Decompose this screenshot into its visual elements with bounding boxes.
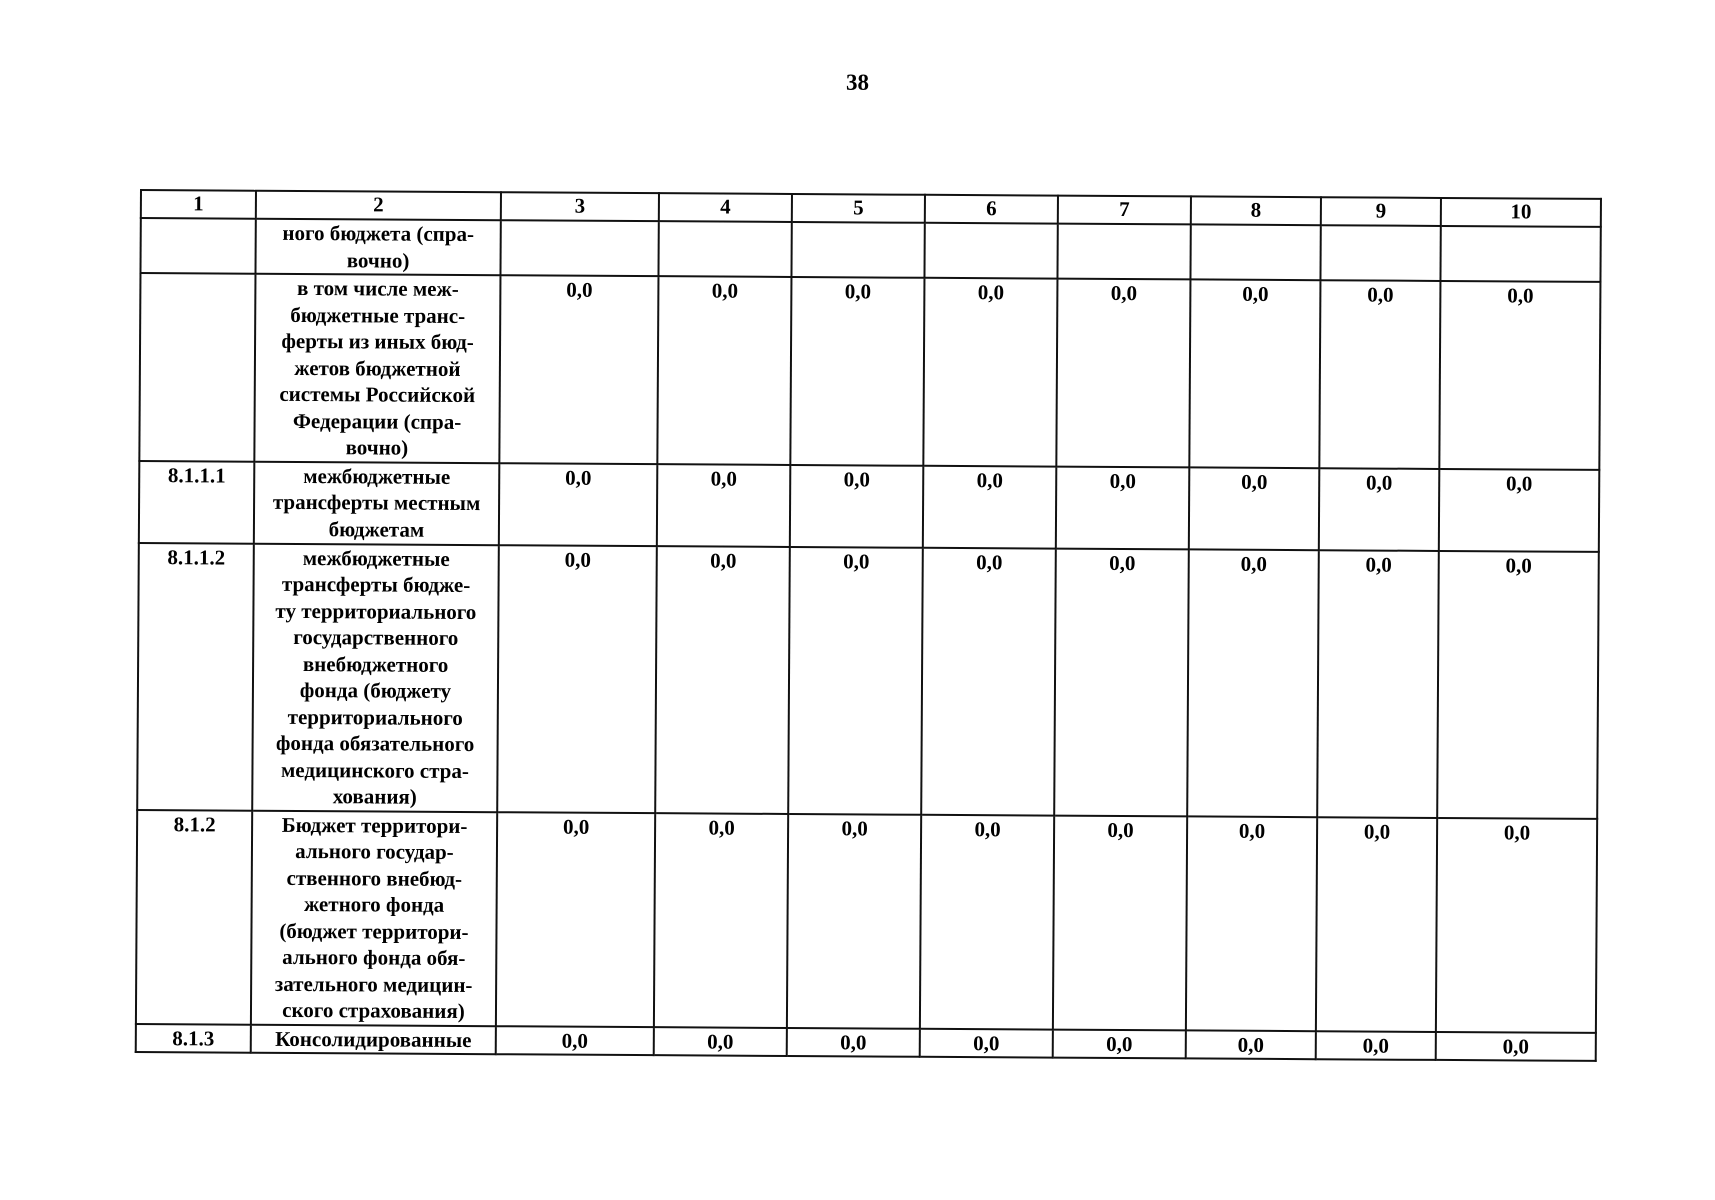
value-cell-col-5: 0,0	[787, 813, 921, 1028]
row-name-line: ского страхования)	[282, 997, 465, 1023]
header-cell: 10	[1441, 198, 1601, 227]
value-cell-col-8: 0,0	[1186, 816, 1317, 1031]
row-name-cell	[254, 461, 499, 544]
value-cell-col-10	[1440, 226, 1600, 282]
table-row	[139, 273, 1600, 469]
value-cell-col-9: 0,0	[1317, 550, 1439, 818]
row-name-line: трансферты бюдже-	[281, 571, 471, 598]
row-name-line: ального фонда обя-	[282, 944, 466, 971]
value-cell-col-8: 0,0	[1187, 549, 1319, 817]
value-cell-col-7: 0,0	[1056, 279, 1190, 467]
row-name-cell	[251, 1024, 496, 1054]
row-name-line: Бюджет территори-	[281, 812, 468, 838]
value-cell-col-7: 0,0	[1056, 466, 1189, 549]
row-name-line: вочно)	[346, 247, 410, 273]
value-cell-col-3: 0,0	[497, 545, 657, 813]
row-number-cell: 8.1.1.1	[139, 461, 254, 544]
row-number-cell	[139, 273, 255, 461]
value-cell-col-9: 0,0	[1316, 1031, 1436, 1060]
row-name-line: жетов бюджетной	[294, 355, 461, 381]
value-cell-col-10: 0,0	[1437, 550, 1599, 818]
budget-table-container	[135, 189, 1600, 1062]
table-row	[136, 809, 1597, 1032]
row-name-line: системы Российской	[279, 381, 476, 408]
value-cell-col-3: 0,0	[499, 275, 658, 463]
value-cell-col-6: 0,0	[923, 465, 1056, 548]
row-name-line: Федерации (спра-	[292, 408, 462, 434]
value-cell-col-6: 0,0	[921, 547, 1056, 815]
value-cell-col-3: 0,0	[499, 463, 657, 546]
row-name-cell	[252, 543, 499, 811]
value-cell-col-3: 0,0	[496, 1026, 654, 1055]
header-cell: 9	[1321, 197, 1441, 226]
row-name-line: ту территориального	[275, 598, 477, 624]
row-name-line: бюджетные транс-	[290, 302, 466, 328]
row-name-line: ного бюджета (спра-	[282, 220, 475, 247]
value-cell-col-10: 0,0	[1439, 281, 1600, 469]
value-cell-col-7	[1057, 224, 1190, 280]
row-name-line: ального государ-	[295, 838, 454, 864]
value-cell-col-4: 0,0	[655, 546, 790, 814]
row-name-line: фонда (бюджету	[299, 677, 452, 703]
page-number: 38	[846, 70, 869, 95]
row-name-line: межбюджетные	[303, 463, 451, 489]
row-name-cell	[255, 219, 500, 275]
row-name-line: хования)	[332, 784, 417, 809]
row-name-line: вочно)	[345, 435, 409, 460]
header-cell: 8	[1191, 196, 1321, 225]
table-row	[140, 218, 1600, 282]
row-name-line: Консолидированные	[275, 1026, 472, 1052]
value-cell-col-7: 0,0	[1054, 548, 1189, 816]
budget-table	[135, 189, 1602, 1062]
value-cell-col-3: 0,0	[496, 812, 655, 1027]
value-cell-col-8: 0,0	[1189, 467, 1319, 550]
value-cell-col-4: 0,0	[654, 1027, 787, 1056]
value-cell-col-9	[1320, 225, 1440, 281]
table-row	[137, 542, 1599, 818]
row-name-cell	[254, 274, 500, 463]
row-name-line: медицинского стра-	[280, 757, 469, 783]
row-name-line: фонда обязательного	[275, 730, 475, 757]
header-cell: 6	[925, 195, 1058, 224]
header-cell: 1	[141, 190, 256, 219]
value-cell-col-5: 0,0	[788, 546, 923, 814]
value-cell-col-6	[924, 223, 1057, 279]
header-cell: 3	[501, 192, 659, 221]
row-number-cell	[140, 218, 255, 274]
value-cell-col-6: 0,0	[923, 278, 1057, 466]
value-cell-col-4: 0,0	[657, 464, 790, 547]
row-name-line: государственного	[293, 624, 459, 650]
value-cell-col-9: 0,0	[1316, 817, 1437, 1032]
value-cell-col-4: 0,0	[654, 813, 788, 1028]
row-name-line: ственного внебюд-	[286, 865, 463, 891]
header-cell: 2	[256, 191, 501, 220]
row-name-cell	[251, 810, 497, 1025]
value-cell-col-10: 0,0	[1439, 468, 1599, 551]
value-cell-col-5: 0,0	[787, 1027, 920, 1056]
row-name-line: трансферты местным	[272, 489, 481, 516]
value-cell-col-10: 0,0	[1436, 1031, 1596, 1060]
header-cell: 5	[792, 194, 925, 223]
row-name-line: зательного медицин-	[274, 971, 473, 997]
value-cell-col-5: 0,0	[790, 464, 923, 547]
value-cell-col-7: 0,0	[1053, 1029, 1186, 1058]
value-cell-col-4: 0,0	[657, 276, 791, 464]
value-cell-col-5: 0,0	[790, 277, 924, 465]
value-cell-col-9: 0,0	[1319, 280, 1440, 468]
value-cell-col-8	[1190, 224, 1320, 280]
row-name-line: ферты из иных бюд-	[281, 328, 474, 355]
value-cell-col-6: 0,0	[920, 1028, 1053, 1057]
value-cell-col-6: 0,0	[920, 814, 1054, 1029]
value-cell-col-8: 0,0	[1189, 279, 1320, 467]
value-cell-col-4	[658, 221, 791, 277]
header-cell: 4	[659, 193, 792, 222]
row-number-cell: 8.1.1.2	[137, 542, 254, 810]
row-name-line: межбюджетные	[302, 545, 450, 571]
value-cell-col-10: 0,0	[1436, 817, 1597, 1032]
row-name-line: жетного фонда	[303, 892, 445, 917]
row-number-cell: 8.1.2	[136, 809, 252, 1024]
value-cell-col-5	[791, 222, 924, 278]
row-name-line: (бюджет территори-	[279, 918, 469, 944]
row-number-cell: 8.1.3	[136, 1023, 251, 1052]
row-name-line: бюджетам	[328, 516, 425, 542]
value-cell-col-8: 0,0	[1186, 1030, 1316, 1059]
table-row	[139, 461, 1599, 552]
value-cell-col-7: 0,0	[1053, 815, 1187, 1030]
header-cell: 7	[1058, 196, 1191, 225]
row-name-line: внебюджетного	[302, 651, 449, 677]
row-name-line: территориального	[287, 704, 463, 730]
value-cell-col-9: 0,0	[1319, 468, 1439, 551]
row-name-line: в том числе меж-	[296, 275, 459, 301]
value-cell-col-3	[500, 220, 658, 276]
